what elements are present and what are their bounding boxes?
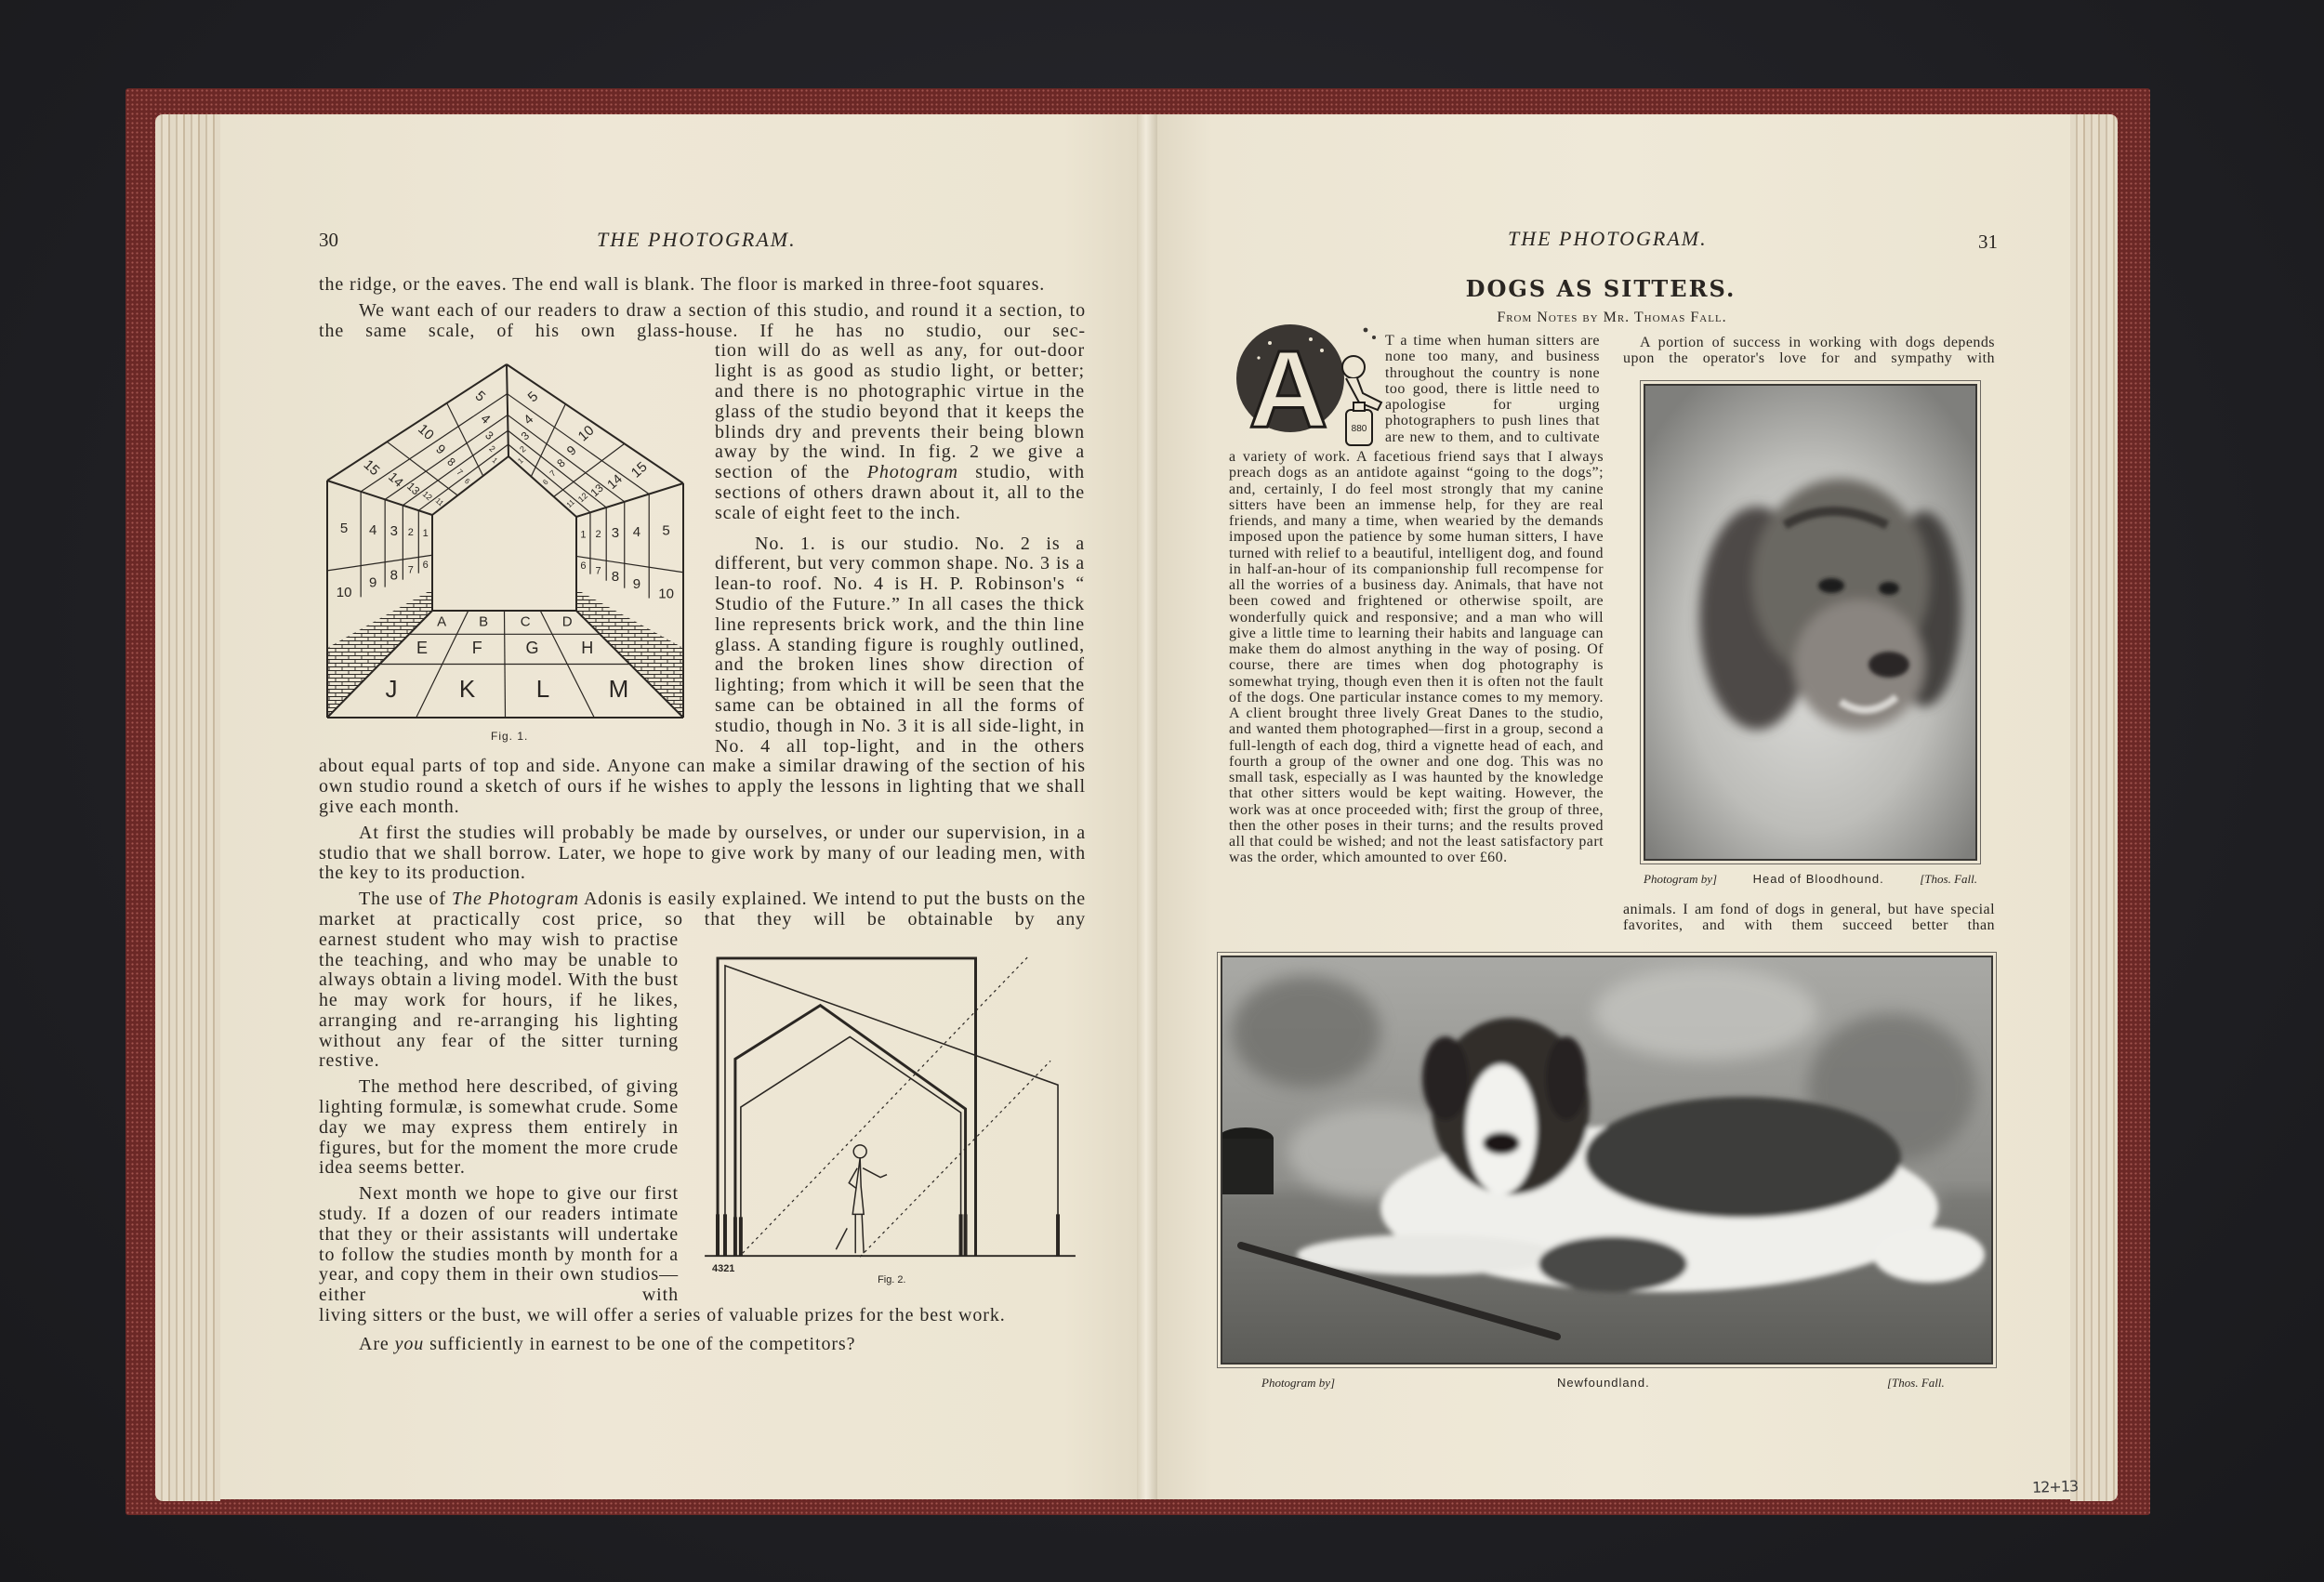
floor-label: H: [581, 639, 594, 658]
left-page-body: [319, 275, 1086, 1355]
wall-label: 7: [407, 564, 414, 576]
ceiling-label: 1: [490, 456, 499, 466]
article-col2: [1623, 335, 1995, 933]
ceiling-label: 8: [554, 456, 568, 471]
wall-label: 8: [611, 569, 620, 586]
figure-2-row: [319, 930, 1086, 1306]
paragraph: No. 1. is our studio. No. 2 is a different, but very common shape. No. 3 is a lean-to roof. No. 4 is H. P. Robinson's “ Studio of the Future.” In all cases the thick line represents brick work, and the thin line glass. A standing figure is roughly outlined, and the broken lines show direction of lighting; from which it will be seen that the same can be obtained in all the forms of studio, though in No. 3 it is all side-light, in No. 4 all top-light, and in the others: [715, 533, 1085, 757]
ceiling-label: 14: [603, 471, 626, 493]
ceiling-label: 1: [516, 456, 525, 467]
paragraph: We want each of our readers to draw a section of this studio, and round it a section, to the same scale, of his own glass-house. If he has no studio, our sec-: [319, 299, 1086, 341]
figure-1-caption: Fig. 1.: [491, 730, 529, 744]
ceiling-label: 14: [386, 469, 407, 491]
paragraph: The method here described, of giving lighting formulæ, is somewhat crude. Some day we may express them entirely in figures, but for the moment the more crude idea seems better.: [319, 1076, 679, 1179]
photo1-credit-right: [Thos. Fall.: [1920, 871, 1977, 886]
italic-span: The Photogram: [452, 889, 579, 910]
ceiling-label: 2: [518, 444, 528, 455]
pencil-annotation: 12+13: [2031, 1477, 2079, 1496]
article-col2-top: [1623, 335, 1995, 367]
ceiling-label: 12: [420, 489, 434, 503]
floor-label: G: [525, 639, 539, 658]
wall-label: 9: [632, 576, 641, 593]
ceiling-label: 6: [541, 478, 550, 488]
ceiling-label: 15: [360, 456, 383, 480]
studio-numbers-label: 4321: [712, 1262, 735, 1274]
ceiling-label: 5: [524, 389, 542, 406]
left-text-block-2: [715, 341, 1085, 757]
article-col1: [1229, 328, 1604, 866]
ceiling-label: 8: [444, 455, 458, 469]
ceiling-label: 4: [478, 411, 494, 428]
wall-label: 9: [368, 574, 377, 591]
floor-label: M: [608, 675, 629, 704]
wall-label: 10: [658, 587, 674, 603]
drop-cap-letter: A: [1248, 328, 1328, 449]
left-text-block-3: [319, 757, 1086, 929]
wall-label: 1: [580, 530, 587, 542]
paragraph: living sitters or the bust, we will offer a series of valuable prizes for the best work.: [319, 1305, 1006, 1326]
figure-1-studio-diagram: [319, 354, 691, 726]
wall-label: 3: [390, 523, 398, 540]
ceiling-label: 11: [433, 496, 445, 508]
paragraph: T a time when human sitters are none too many, and business throughout the country is none too good, there is little need to apologise for urging photographers to push lines that are new to them, and to cultivate: [1385, 333, 1600, 445]
text-span: The use of: [359, 889, 453, 910]
floor-label: J: [385, 675, 398, 704]
floor-label: C: [520, 614, 531, 631]
wall-label: 1: [422, 528, 429, 540]
decorated-drop-cap: [1233, 313, 1389, 449]
ceiling-label: 5: [471, 388, 489, 406]
floor-label: L: [535, 675, 550, 704]
photo2-title: Newfoundland.: [1557, 1376, 1650, 1390]
wall-label: 6: [580, 560, 587, 573]
wall-label: 6: [422, 560, 429, 572]
floor-label: K: [458, 675, 476, 704]
paragraph: [715, 341, 1085, 523]
text-span: Adonis is easily explained. We intend to put the busts on the market at practically cost price, so that they will be obtainable by any: [319, 889, 1086, 929]
photo1-caption-row: [1644, 872, 1977, 887]
article-col1-narrow: [1385, 333, 1600, 445]
paragraph: the ridge, or the eaves. The end wall is blank. The floor is marked in three-foot squares.: [319, 274, 1046, 295]
floor-label: B: [479, 614, 489, 631]
paragraph: Next month we hope to give our first study. If a dozen of our readers intimate that they or their assistants will undertake to follow the studies month by month for a year, and copy them in their own studios—either with: [319, 1183, 679, 1306]
paragraph: about equal parts of top and side. Anyone can make a similar drawing of the section of his own studio round a sketch of ours if he wishes to apply the lessons in lighting that we shall give each month.: [319, 756, 1086, 817]
wall-label: 2: [407, 527, 414, 539]
ceiling-label: 3: [482, 428, 496, 443]
left-page-edges: [155, 114, 220, 1501]
diagram-outline: [432, 456, 508, 515]
page-number-right: 31: [1978, 231, 1998, 253]
paragraph: A portion of success in working with dogs depends upon the operator's love for and sympathy with: [1623, 335, 1995, 367]
floor-label: A: [437, 614, 447, 631]
article-col2-bottom: [1623, 902, 1995, 934]
wall-grid-line: [576, 557, 683, 573]
article-title: DOGS AS SITTERS.: [1465, 275, 1736, 302]
photo-head-of-bloodhound: [1644, 384, 1977, 861]
left-text-block-5: [319, 1306, 1086, 1355]
photo2-credit-left: Photogram by]: [1261, 1376, 1336, 1390]
photo2-credit-right: [Thos. Fall.: [1887, 1376, 1945, 1390]
ceiling-grid-line: [418, 445, 508, 511]
ceiling-label: 13: [588, 481, 606, 500]
paragraph: [319, 1335, 1086, 1355]
article-col1-full: [1229, 449, 1604, 866]
studio-1-outline: [741, 1036, 961, 1256]
ceiling-label: 7: [455, 468, 465, 478]
paragraph: At first the studies will probably be made by ourselves, or under our supervision, in a studio that we shall borrow. Later, we hope to give work by many of our leading men, with the key to its production.: [319, 822, 1086, 884]
wall-label: 4: [368, 522, 377, 539]
light-direction-lines: [743, 956, 1050, 1257]
page-number-left: 30: [319, 229, 338, 251]
diagram-outline: [507, 364, 508, 456]
wall-label: 5: [662, 522, 670, 539]
figure-2-studio-sections: [697, 946, 1086, 1288]
wall-label: 7: [595, 565, 601, 577]
ceiling-label: 6: [462, 477, 472, 487]
photo1-credit-left: Photogram by]: [1644, 871, 1718, 886]
brick-work-bars: [718, 1214, 1058, 1256]
wall-label: 3: [611, 525, 620, 542]
running-head-left: THE PHOTOGRAM.: [597, 228, 797, 251]
text-span: tion will do as well as any, for out-door light is as good as studio light, or better; and there is no photographic virtue in the glass of the studio beyond that it keeps the blinds dry and prevents their being blown away by the wind. In fig. 2 we give a section of the: [715, 340, 1085, 483]
studio-4-outline: [718, 958, 975, 1256]
paragraph: animals. I am fond of dogs in general, but have special favorites, and with them succeed better than: [1623, 901, 1995, 933]
wall-label: 5: [339, 521, 349, 537]
article-byline: From Notes by Mr. Thomas Fall.: [1497, 310, 1727, 325]
italic-span: Photogram: [866, 462, 958, 483]
ceiling-label: 11: [564, 498, 576, 510]
photo-newfoundland-dog: [1221, 956, 1993, 1364]
paragraph: a variety of work. A facetious friend says that I always preach dogs as an antidote against “going to the dogs”; and, certainly, I do feel most strongly that my canine sitters have been an immense help, for they are real friends, and many a time, when wearied by the demands imposed upon the patience by some human sitters, I have turned with relief to a beautiful, intelligent dog, and found in half-an-hour of its companionship full recompense for all the worries of a business day. Animals, that have not been cowed and frightened or otherwise spoilt, are wonderfully quick and responsive; and a man who will give a little time to learning their habits and language can make them do almost anything in the way of posing. Of course, there are times when dog photography is somewhat trying, though even then it is often not the fault of the dogs. One particular instance comes to my memory. A client brought three lively Great Danes to the studio, and wanted them photographed—first in a group, second a full-length of each dog, third a vignette head of each, and fourth a group of the owner and one dog. This was no small task, especially as I was haunted by the knowledge that other sitters would be kept waiting. However, the work was at once proceeded with; first the group of three, then the other poses in their turns; and the results proved all that could be wished; and not the least satisfactory part was the order, which amounted to over £60.: [1229, 449, 1604, 866]
figure-1-row: [319, 341, 1086, 757]
floor-label: E: [416, 639, 428, 658]
floor-label: D: [561, 614, 573, 631]
text-span: Are: [359, 1333, 395, 1354]
ceiling-label: 10: [574, 422, 598, 445]
wall-label: 8: [390, 568, 398, 585]
wall-label: 2: [595, 529, 601, 541]
wall-label: 10: [336, 585, 352, 601]
ceiling-label: 15: [627, 459, 651, 482]
wall-label: 4: [632, 524, 641, 541]
ceiling-label: 2: [487, 443, 497, 455]
right-page-edges: [2070, 114, 2118, 1501]
studio-2-outline: [735, 1005, 966, 1256]
studio-3-lean-to: [725, 966, 1058, 1256]
italic-span: you: [394, 1333, 425, 1354]
ceiling-label: 9: [563, 442, 579, 459]
left-text-block-1: [319, 275, 1086, 341]
ceiling-label: 7: [548, 468, 558, 479]
ceiling-label: 4: [520, 411, 536, 428]
ceiling-label: 12: [575, 491, 590, 505]
text-span: sufficiently in earnest to be one of the competitors?: [424, 1333, 856, 1354]
wall-grid-line: [327, 556, 432, 572]
bottle-label: 880: [1351, 424, 1367, 434]
bottle-icon: [1346, 402, 1372, 445]
book-gutter: [1137, 114, 1157, 1499]
ceiling-label: 9: [433, 441, 449, 458]
ceiling-label: 3: [518, 428, 533, 443]
left-text-block-4: [319, 930, 679, 1306]
figure-2-caption: Fig. 2.: [878, 1273, 906, 1285]
drop-cap-row: [1229, 328, 1604, 449]
figure-1-cell: [319, 341, 715, 750]
ceiling-label: 13: [404, 480, 423, 498]
paragraph: earnest student who may wish to practise the teaching, and who may be unable to always obtain a living model. With the bust he may work for hours, if he likes, arranging and re-arranging his lighting without any fear of the sitter turning restive.: [319, 929, 679, 1072]
photo1-title: Head of Bloodhound.: [1752, 871, 1884, 886]
floor-label: F: [471, 639, 482, 658]
running-head-right: THE PHOTOGRAM.: [1508, 227, 1708, 250]
paragraph: [319, 890, 1086, 930]
ceiling-label: 10: [415, 421, 437, 444]
text-span: studio, with sections of others drawn about it, all to the scale of eight feet to the inch.: [715, 462, 1086, 523]
